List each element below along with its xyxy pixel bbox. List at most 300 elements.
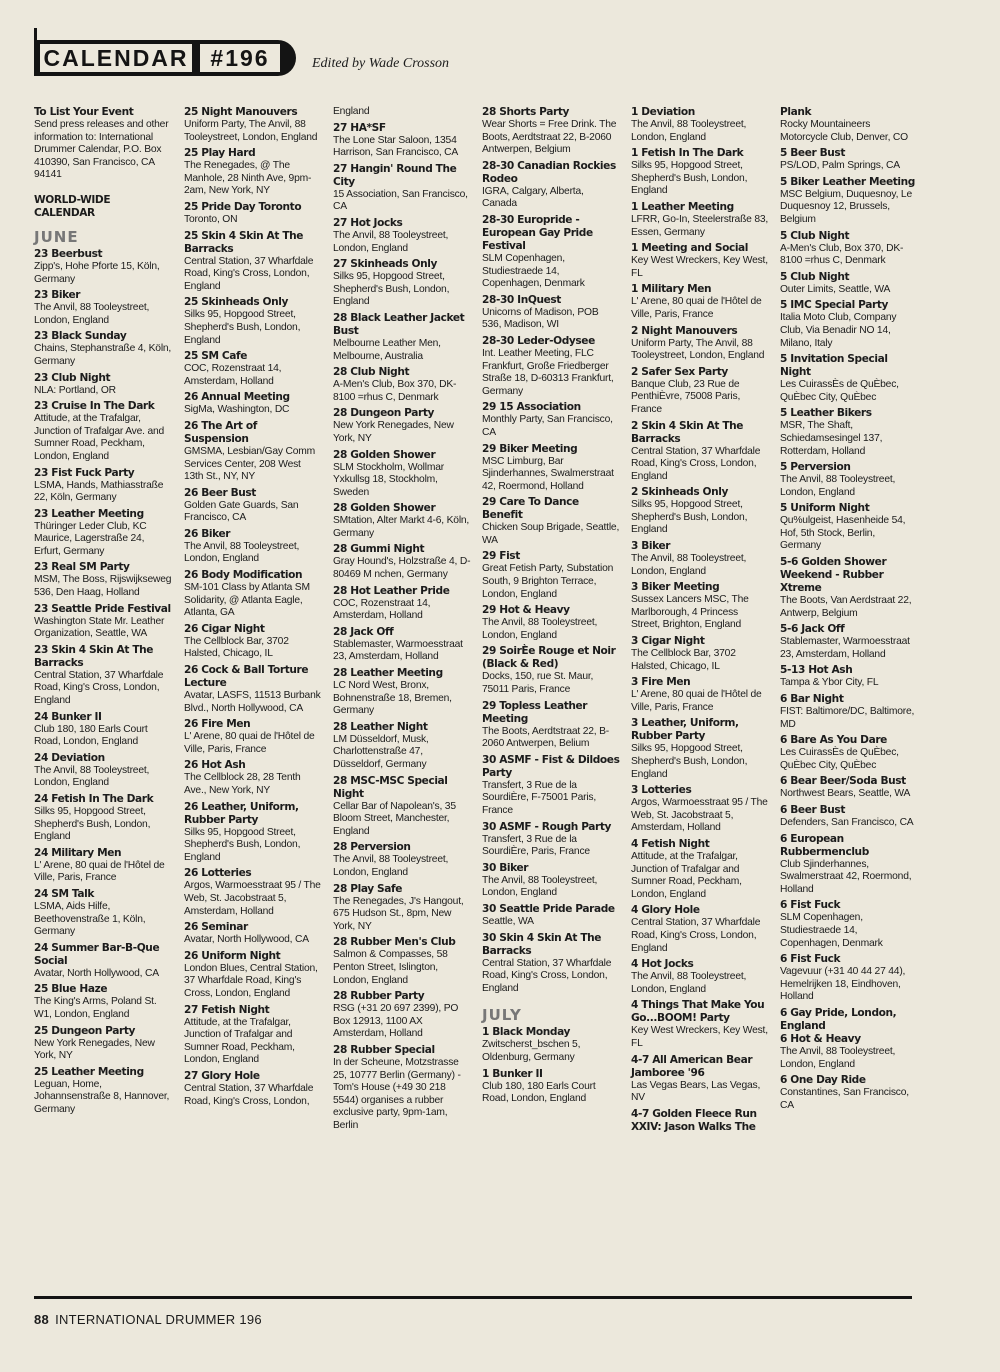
event-title: 23 Leather Meeting xyxy=(34,507,144,520)
column-6 xyxy=(780,106,918,1115)
event-details: PS/LOD, Palm Springs, CA xyxy=(780,160,900,172)
event-details: The Cellblock Bar, 3702 Halsted, Chicago, IL xyxy=(631,648,736,672)
event-title: 30 Biker xyxy=(482,861,529,874)
event-details: Int. Leather Meeting, FLC Frankfurt, Große Friedberger Straße 18, D-60313 Frankfurt, Germany xyxy=(482,347,614,397)
event-details: Vagevuur (+31 40 44 27 44), Hemelrijken 18, Eindhoven, Holland xyxy=(780,966,906,1003)
event-title: 6 Fist Fuck xyxy=(780,953,841,966)
event-details: SLM Copenhagen, Studiestraede 14, Copenhagen, Denmark xyxy=(482,252,585,290)
event-title: 3 Leather, Uniform, Rubber Party xyxy=(631,717,739,743)
event-title: 24 Bunker II xyxy=(34,710,102,723)
event-details: MSR, The Shaft, Schiedamsesingel 137, Rotterdam, Holland xyxy=(780,420,883,457)
page-footer xyxy=(34,1312,262,1327)
event-listing xyxy=(482,550,620,604)
event-title: 23 Beerbust xyxy=(34,247,103,260)
event-details: The Boots, Van Aerdstraat 22, Antwerp, Belgium xyxy=(780,595,912,619)
event-details: GMSMA, Lesbian/Gay Comm Services Center, 208 West 13th St., NY, NY xyxy=(184,445,316,483)
event-details: The Anvil, 88 Tooleystreet, London, England xyxy=(333,854,449,878)
event-listing xyxy=(34,847,172,888)
event-listing xyxy=(333,217,471,258)
event-listing xyxy=(184,921,322,950)
event-details: Avatar, North Hollywood, CA xyxy=(34,967,159,979)
event-title: 1 Fetish In The Dark xyxy=(631,147,744,160)
event-title: 4 Things That Make You Go...BOOM! Party xyxy=(631,999,765,1025)
event-details: The Cellblock 28, 28 Tenth Ave., New York, NY xyxy=(184,772,301,796)
event-title: 5 Beer Bust xyxy=(780,147,846,160)
event-title: 24 Fetish In The Dark xyxy=(34,793,154,805)
event-details: L' Arene, 80 quai de l'Hôtel de Ville, Paris, France xyxy=(631,296,762,320)
event-listing xyxy=(631,283,769,324)
event-title: 28-30 Europride - European Gay Pride Festival xyxy=(482,213,593,252)
event-details: Melbourne Leather Men, Melbourne, Australia xyxy=(333,337,441,362)
event-listing xyxy=(184,623,322,664)
event-listing xyxy=(184,147,322,201)
event-title: 4 Hot Jocks xyxy=(631,958,694,971)
event-title: 28-30 Leder-Odysee xyxy=(482,334,595,347)
event-title: 26 Beer Bust xyxy=(184,486,256,499)
event-details: Great Fetish Party, Substation South, 9 Brighton Terrace, London, England xyxy=(482,563,614,600)
event-details: Zwitscherst_bschen 5, Oldenburg, Germany xyxy=(482,1039,581,1063)
event-listing xyxy=(34,711,172,752)
event-title: 3 Biker Meeting xyxy=(631,581,720,594)
section-heading: WORLD-WIDE CALENDAR xyxy=(34,193,111,219)
event-details: Silks 95, Hopgood Street, Shepherd's Bush, London, England xyxy=(184,309,301,346)
event-details: Rocky Mountaineers Motorcycle Club, Denver, CO xyxy=(780,119,908,143)
event-listing xyxy=(34,888,172,942)
event-details: Central Station, 37 Wharfdale Road, King's Cross, London, England xyxy=(631,917,761,954)
event-details: Docks, 150, rue St. Maur, 75011 Paris, France xyxy=(482,671,594,696)
event-listing xyxy=(482,214,620,294)
event-listing xyxy=(184,201,322,230)
event-title: 1 Black Monday xyxy=(482,1026,571,1039)
header-title: CALENDAR xyxy=(40,44,192,72)
event-details: MSC Belgium, Duquesnoy, Le Duquesnoy 12, Brussels, Belgium xyxy=(780,188,912,225)
event-title: 29 Care To Dance Benefit xyxy=(482,496,579,522)
page-number: 88 xyxy=(34,1312,50,1327)
event-title: 1 Bunker II xyxy=(482,1067,543,1080)
event-listing xyxy=(333,585,471,626)
event-listing xyxy=(780,1074,918,1115)
event-listing xyxy=(184,391,322,420)
event-details: The Anvil, 88 Tooleystreet, London, England xyxy=(631,971,747,995)
event-listing xyxy=(631,676,769,717)
event-details: Key West Wreckers, Key West, FL xyxy=(631,255,768,279)
event-listing xyxy=(34,248,172,289)
event-title: 25 Dungeon Party xyxy=(34,1024,136,1037)
event-title: 5 Club Night xyxy=(780,270,850,283)
event-listing xyxy=(184,106,322,147)
event-details: Sussex Lancers MSC, The Marlborough, 4 Princess Street, Brighton, England xyxy=(631,594,749,631)
event-title: 25 Night Manouvers xyxy=(184,106,298,118)
event-title: 28 Jack Off xyxy=(333,625,394,638)
event-title: 3 Lotteries xyxy=(631,784,692,797)
event-title: 23 Black Sunday xyxy=(34,330,127,343)
event-listing xyxy=(482,496,620,550)
event-details: A-Men's Club, Box 370, DK-8100 =rhus C, Denmark xyxy=(333,379,457,403)
event-title: 25 Play Hard xyxy=(184,147,256,160)
event-title: 23 Biker xyxy=(34,289,81,302)
event-details: Defenders, San Francisco, CA xyxy=(780,817,914,828)
event-title: 28 Golden Shower xyxy=(333,502,436,515)
event-title: 24 Military Men xyxy=(34,846,122,859)
event-title: 24 Deviation xyxy=(34,751,105,764)
event-listing xyxy=(631,366,769,420)
event-details: Toronto, ON xyxy=(184,213,238,225)
event-title: 5 Invitation Special Night xyxy=(780,353,888,379)
event-details: LM Düsseldorf, Musk, Charlottenstraße 47, Düsseldorf, Germany xyxy=(333,733,429,770)
event-title: 27 HA*SF xyxy=(333,121,386,134)
event-details: Northwest Bears, Seattle, WA xyxy=(780,788,911,800)
event-title: 27 Fetish Night xyxy=(184,1003,270,1016)
event-title: 6 One Day Ride xyxy=(780,1074,866,1087)
event-listing xyxy=(631,540,769,581)
event-listing xyxy=(631,784,769,838)
event-details: Seattle, WA xyxy=(482,915,534,927)
event-details: Avatar, North Hollywood, CA xyxy=(184,934,309,946)
event-details: Tampa & Ybor City, FL xyxy=(780,677,879,689)
event-title: 28 Rubber Men's Club xyxy=(333,936,456,949)
event-details: Central Station, 37 Wharfdale Road, King's Cross, London, England xyxy=(34,669,164,707)
event-listing xyxy=(333,106,471,122)
event-details: Stablemaster, Warmoesstraat 23, Amsterdam, Holland xyxy=(780,636,910,660)
event-listing xyxy=(34,289,172,330)
event-title: 26 Body Modification xyxy=(184,569,303,582)
intro-text: Send press releases and other information to: International Drummer Calendar, P.O. Box 410390, San Francisco, CA 94141 xyxy=(34,119,169,181)
event-details: Washington State Mr. Leather Organization, Seattle, WA xyxy=(34,615,165,640)
event-title: 6 European Rubbermenclub xyxy=(780,832,869,858)
event-listing xyxy=(780,556,918,623)
event-details: The Anvil, 88 Tooleystreet, London, England xyxy=(780,1045,896,1070)
event-listing xyxy=(34,603,172,644)
event-details: New York Renegades, New York, NY xyxy=(333,420,454,444)
event-listing xyxy=(780,664,918,693)
event-title: 28 Shorts Party xyxy=(482,106,569,118)
event-listing xyxy=(482,903,620,932)
event-title: 28 MSC-MSC Special Night xyxy=(333,774,448,800)
event-title: 28 Hot Leather Pride xyxy=(333,584,450,597)
event-title: 27 Glory Hole xyxy=(184,1069,260,1082)
event-title: 26 Cigar Night xyxy=(184,622,265,635)
event-listing xyxy=(780,147,918,176)
event-details: LC Nord West, Bronx, Bohnenstraße 18, Bremen, Germany xyxy=(333,680,452,717)
event-listing xyxy=(780,693,918,734)
event-listing xyxy=(482,160,620,214)
event-listing xyxy=(184,296,322,350)
event-title: 6 Bar Night xyxy=(780,693,844,706)
event-details: Golden Gate Guards, San Francisco, CA xyxy=(184,499,299,524)
event-details: Chains, Stephanstraße 4, Köln, Germany xyxy=(34,343,172,367)
event-listing xyxy=(780,1007,918,1033)
event-details: Attitude, at the Trafalgar, Junction of Trafalgar and Sumner Road, Peckham, London, England xyxy=(184,1016,295,1066)
event-listing xyxy=(482,862,620,903)
event-title: 6 Hot & Heavy xyxy=(780,1032,861,1045)
event-details: The King's Arms, Poland St. W1, London, England xyxy=(34,996,157,1020)
event-title: 29 Fist xyxy=(482,550,520,563)
event-details: Silks 95, Hopgood Street, Shepherd's Bush, London, England xyxy=(631,499,748,536)
event-listing xyxy=(482,1068,620,1109)
event-listing xyxy=(34,1066,172,1120)
event-details: A-Men's Club, Box 370, DK-8100 =rhus C, Denmark xyxy=(780,242,904,267)
event-details: Central Station, 37 Wharfdale Road, King's Cross, London, England xyxy=(184,255,314,292)
event-details: Transfert, 3 Rue de la SourdiÈre, Paris, France xyxy=(482,833,590,858)
event-listing xyxy=(631,325,769,366)
event-details: The Renegades, @ The Manhole, 28 Ninth Ave, 9pm-2am, New York, NY xyxy=(184,160,312,197)
event-listing xyxy=(780,299,918,353)
event-title: 26 Hot Ash xyxy=(184,759,246,772)
event-details: The Anvil, 88 Tooleystreet, London, England xyxy=(631,553,747,577)
event-listing xyxy=(333,258,471,312)
event-title: 1 Leather Meeting xyxy=(631,200,734,213)
event-listing xyxy=(780,502,918,556)
event-listing xyxy=(482,1026,620,1067)
event-details: Argos, Warmoesstraat 95 / The Web, St. Jacobstraat 5, Amsterdam, Holland xyxy=(184,880,321,917)
event-listing xyxy=(333,543,471,584)
event-listing xyxy=(482,335,620,401)
column-4 xyxy=(482,106,620,1109)
event-title: 2 Skinheads Only xyxy=(631,486,729,499)
event-details: IGRA, Calgary, Alberta, Canada xyxy=(482,185,584,210)
event-title: 30 Skin 4 Skin At The Barracks xyxy=(482,931,602,957)
event-listing xyxy=(34,561,172,602)
event-title: 23 Skin 4 Skin At The Barracks xyxy=(34,643,154,669)
event-listing xyxy=(184,569,322,623)
event-title: 28 Perversion xyxy=(333,841,411,854)
event-listing xyxy=(780,953,918,1007)
event-details: Central Station, 37 Wharfdale Road, King's Cross, London, England xyxy=(482,957,612,994)
event-listing xyxy=(34,400,172,466)
event-listing xyxy=(631,635,769,676)
event-details: The Anvil, 88 Tooleystreet, London, England xyxy=(631,119,747,143)
event-details: Transfert, 3 Rue de la SourdiÈre, F-75001 Paris, France xyxy=(482,779,597,816)
event-title: 26 Cock & Ball Torture Lecture xyxy=(184,664,309,690)
event-listing xyxy=(780,271,918,300)
event-title: 24 Summer Bar-B-Que Social xyxy=(34,941,160,967)
event-details: LSMA, Hands, Mathiasstraße 22, Köln, Germany xyxy=(34,479,164,504)
event-listing xyxy=(780,353,918,407)
event-listing xyxy=(631,486,769,540)
event-details: Argos, Warmoesstraat 95 / The Web, St. Jacobstraat 5, Amsterdam, Holland xyxy=(631,797,768,834)
event-listing xyxy=(482,443,620,497)
event-title: 27 Hot Jocks xyxy=(333,216,403,229)
event-listing xyxy=(333,407,471,448)
event-listing xyxy=(333,936,471,990)
event-details: The Anvil, 88 Tooleystreet, London, England xyxy=(780,474,896,498)
event-listing xyxy=(780,1033,918,1074)
event-listing xyxy=(184,420,322,487)
event-details: In der Scheune, Motzstrasse 25, 10777 Berlin (Germany) - Tom's House (+49 30 218 5544) organises a rubber exclusive party, 9pm-1am, Berlin xyxy=(333,1056,461,1131)
event-details: Attitude, at the Trafalgar, Junction of Trafalgar Ave. and Sumner Road, Peckham, London, England xyxy=(34,413,165,462)
event-listing xyxy=(482,401,620,442)
event-listing xyxy=(780,461,918,502)
event-listing xyxy=(482,106,620,160)
event-listing xyxy=(780,230,918,271)
issue-number: #196 xyxy=(200,44,280,72)
event-listing xyxy=(482,821,620,862)
event-title: 26 Fire Men xyxy=(184,718,251,731)
event-title: 24 SM Talk xyxy=(34,887,94,900)
event-details: Thüringer Leder Club, KC Maurice, Lagerstraße 24, Erfurt, Germany xyxy=(34,520,147,557)
event-title: 6 Fist Fuck xyxy=(780,899,841,912)
event-title: 28 Rubber Party xyxy=(333,990,425,1003)
event-title: 5 Biker Leather Meeting xyxy=(780,175,915,188)
event-title: 5 Club Night xyxy=(780,229,850,242)
event-title: 28-30 Canadian Rockies Rodeo xyxy=(482,159,616,185)
event-listing xyxy=(631,717,769,784)
event-title: 6 Gay Pride, London, England xyxy=(780,1006,897,1032)
event-listing xyxy=(184,867,322,921)
event-listing xyxy=(34,983,172,1024)
event-details: Leguan, Home, Johannsenstraße 8, Hannover, Germany xyxy=(34,1078,170,1115)
event-title: 23 Club Night xyxy=(34,371,111,384)
event-details: Central Station, 37 Wharfdale Road, King's Cross, London, xyxy=(184,1082,314,1107)
event-details: Stablemaster, Warmoesstraat 23, Amsterdam, Holland xyxy=(333,638,463,663)
event-title: 26 Seminar xyxy=(184,921,248,934)
event-listing xyxy=(631,838,769,904)
event-title: 27 Hangin' Round The City xyxy=(333,162,457,188)
event-details: Qu%ulgeist, Hasenheide 54, Hof, 5th Stock, Berlin, Germany xyxy=(780,515,906,552)
event-title: 28 Play Safe xyxy=(333,882,403,895)
event-listing xyxy=(34,942,172,984)
event-title: 28 Rubber Special xyxy=(333,1043,435,1056)
event-details: Monthly Party, San Francisco, CA xyxy=(482,414,613,438)
event-listing xyxy=(184,487,322,528)
event-title: 29 SoirÈe Rouge et Noir (Black & Red) xyxy=(482,645,616,671)
event-title: 1 Military Men xyxy=(631,283,712,296)
event-title: 3 Cigar Night xyxy=(631,635,705,648)
event-listing xyxy=(34,330,172,371)
event-title: 23 Seattle Pride Festival xyxy=(34,602,171,615)
event-listing xyxy=(333,775,471,842)
event-listing xyxy=(34,467,172,508)
event-details: Banque Club, 23 Rue de PenthiÈvre, 75008 Paris, France xyxy=(631,378,741,415)
event-details: Silks 95, Hopgood Street, Shepherd's Bush, London, England xyxy=(34,806,151,843)
event-details: London Blues, Central Station, 37 Wharfdale Road, King's Cross, London, England xyxy=(184,962,318,999)
event-listing xyxy=(34,372,172,401)
event-title: 6 Beer Bust xyxy=(780,804,846,816)
event-details: The Lone Star Saloon, 1354 Harrison, San Francisco, CA xyxy=(333,134,459,159)
event-listing xyxy=(184,801,322,868)
event-details: England xyxy=(333,106,370,117)
event-title: 28 Golden Shower xyxy=(333,448,436,461)
event-listing xyxy=(482,932,620,999)
event-details: L' Arene, 80 quai de l'Hôtel de Ville, Paris, France xyxy=(631,689,762,713)
event-title: 5 IMC Special Party xyxy=(780,299,889,312)
event-listing xyxy=(34,752,172,793)
event-title: 5 Perversion xyxy=(780,461,851,474)
event-details: The Anvil, 88 Tooleystreet, London, England xyxy=(34,302,150,326)
event-title: 28 Black Leather Jacket Bust xyxy=(333,311,465,337)
event-listing xyxy=(34,508,172,562)
event-listing xyxy=(780,775,918,804)
event-title: 27 Skinheads Only xyxy=(333,258,438,271)
event-details: MSC Limburg, Bar Sjinderhannes, Swalmerstraat 42, Roermond, Holland xyxy=(482,455,614,492)
event-details: New York Renegades, New York, NY xyxy=(34,1037,155,1062)
event-listing xyxy=(184,1070,322,1111)
event-title: 28 Club Night xyxy=(333,366,410,379)
event-details: The Anvil, 88 Tooleystreet, London, England xyxy=(333,229,449,254)
editor-credit: Edited by Wade Crosson xyxy=(312,56,450,71)
event-title: 3 Biker xyxy=(631,540,671,553)
event-details: The Renegades, J's Hangout, 675 Hudson St., 8pm, New York, NY xyxy=(333,895,464,932)
event-details: Uniform Party, The Anvil, 88 Tooleystreet, London, England xyxy=(184,119,318,143)
event-listing xyxy=(780,176,918,230)
event-details: COC, Rozenstraat 14, Amsterdam, Holland xyxy=(333,597,431,622)
event-details: The Cellblock Bar, 3702 Halsted, Chicago, IL xyxy=(184,635,289,660)
event-title: 29 Topless Leather Meeting xyxy=(482,699,588,725)
event-listing xyxy=(333,990,471,1044)
event-listing xyxy=(184,759,322,800)
event-details: COC, Rozenstraat 14, Amsterdam, Holland xyxy=(184,363,282,387)
event-listing xyxy=(631,106,769,147)
event-details: The Boots, Aerdtstraat 22, B-2060 Antwerpen, Belium xyxy=(482,725,609,750)
event-listing xyxy=(631,999,769,1053)
event-details: Club 180, 180 Earls Court Road, London, England xyxy=(34,723,148,748)
event-listing xyxy=(333,1044,471,1136)
event-title: 3 Fire Men xyxy=(631,676,691,689)
event-title: 25 SM Cafe xyxy=(184,350,248,363)
event-listing xyxy=(780,804,918,833)
event-listing xyxy=(631,242,769,283)
event-title: 6 Bare As You Dare xyxy=(780,734,887,747)
event-details: Les CuirassÈs de QuÈbec, QuÈbec City, QuÈbec xyxy=(780,379,899,403)
event-details: Silks 95, Hopgood Street, Shepherd's Bush, London, England xyxy=(631,160,748,197)
event-title: 5-6 Jack Off xyxy=(780,623,845,636)
event-title: 5-6 Golden Shower Weekend - Rubber Xtreme xyxy=(780,556,887,595)
event-details: The Anvil, 88 Tooleystreet, London, England xyxy=(482,617,598,641)
event-listing xyxy=(631,958,769,999)
event-listing xyxy=(34,1025,172,1066)
event-listing xyxy=(333,721,471,775)
event-listing xyxy=(333,502,471,543)
event-listing xyxy=(333,312,471,366)
event-title: 25 Blue Haze xyxy=(34,983,108,996)
event-details: Central Station, 37 Wharfdale Road, King's Cross, London, England xyxy=(631,445,761,482)
event-listing xyxy=(780,899,918,953)
event-listing xyxy=(631,201,769,242)
event-details: L' Arene, 80 quai de l'Hôtel de Ville, Paris, France xyxy=(34,859,165,884)
event-title: Plank xyxy=(780,106,812,118)
event-details: SMtation, Alter Markt 4-6, Köln, Germany xyxy=(333,515,470,539)
event-listing xyxy=(34,793,172,847)
event-listing xyxy=(333,163,471,217)
event-details: Salmon & Compasses, 58 Penton Street, Islington, London, England xyxy=(333,949,448,986)
event-details: 15 Association, San Francisco, CA xyxy=(333,188,468,213)
column-5 xyxy=(631,106,769,1134)
event-details: Unicorns of Madison, POB 536, Madison, WI xyxy=(482,306,599,331)
event-title: 26 Lotteries xyxy=(184,867,252,880)
event-details: Silks 95, Hopgood Street, Shepherd's Bush, London, England xyxy=(333,271,450,308)
event-details: Club 180, 180 Earls Court Road, London, England xyxy=(482,1080,596,1105)
event-listing xyxy=(631,904,769,958)
event-details: Chicken Soup Brigade, Seattle, WA xyxy=(482,522,620,546)
column-1 xyxy=(34,106,172,1120)
event-details: NLA: Portland, OR xyxy=(34,384,116,396)
event-listing xyxy=(780,833,918,900)
event-title: 25 Skinheads Only xyxy=(184,296,289,309)
event-title: 28 Dungeon Party xyxy=(333,407,435,420)
event-listing xyxy=(184,1004,322,1070)
event-details: Silks 95, Hopgood Street, Shepherd's Bush, London, England xyxy=(631,743,748,780)
event-title: 2 Safer Sex Party xyxy=(631,365,728,378)
event-title: 25 Skin 4 Skin At The Barracks xyxy=(184,229,304,255)
event-details: Avatar, LASFS, 11513 Burbank Blvd., North Hollywood, CA xyxy=(184,690,321,714)
event-title: 4-7 All American Bear Jamboree '96 xyxy=(631,1053,753,1079)
event-details: Wear Shorts = Free Drink. The Boots, Aerdtstraat 22, B-2060 Antwerpen, Belgium xyxy=(482,119,617,156)
event-listing xyxy=(34,644,172,711)
event-listing xyxy=(333,122,471,163)
event-title: 26 Annual Meeting xyxy=(184,391,290,404)
event-listing xyxy=(631,420,769,487)
event-listing xyxy=(482,700,620,754)
